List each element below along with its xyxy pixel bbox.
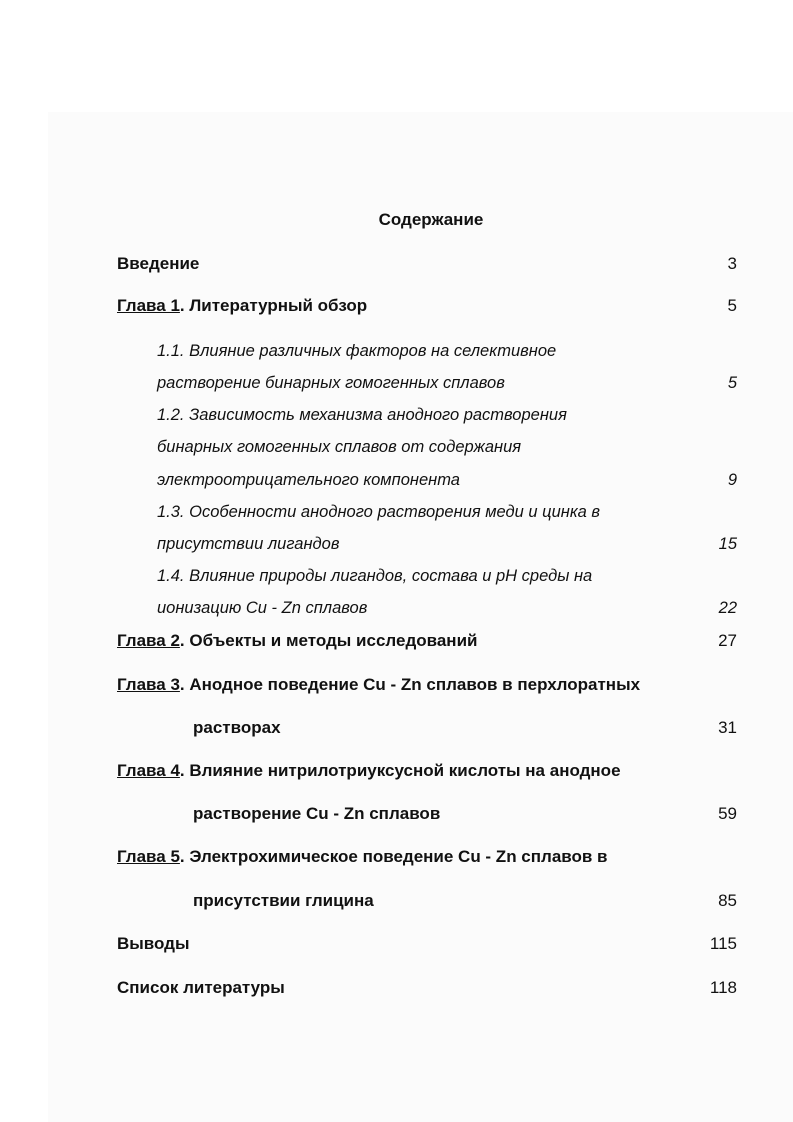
toc-entry-label: Введение [117, 254, 200, 273]
chapter-title-continuation: присутствии глицина [193, 891, 374, 910]
toc-entry-references [117, 978, 737, 998]
toc-page-number: 15 [718, 535, 737, 553]
toc-entry-label: Выводы [117, 934, 190, 953]
toc-section-1-1-line1: 1.1. Влияние различных факторов на селективное [157, 342, 557, 360]
toc-page-number: 22 [718, 599, 737, 617]
toc-page-number: 85 [718, 891, 737, 910]
toc-entry-label: Список литературы [117, 978, 285, 997]
toc-entry-chapter-3-cont [193, 718, 737, 738]
toc-entry-chapter-4-cont [193, 804, 737, 824]
chapter-title: . Литературный обзор [179, 296, 368, 315]
chapter-label: Глава 1 [117, 296, 180, 315]
section-text: присутствии лигандов [157, 535, 340, 553]
chapter-label: Глава 4 [117, 761, 180, 780]
toc-entry-chapter-5-cont [193, 891, 737, 911]
chapter-title: . Электрохимическое поведение Cu - Zn сплавов в [179, 847, 608, 866]
toc-entry-intro [117, 254, 737, 274]
toc-section-1-1-line2 [157, 373, 737, 393]
toc-section-1-4-line1: 1.4. Влияние природы лигандов, состава и pH среды на [157, 567, 593, 585]
toc-section-1-2-line2: бинарных гомогенных сплавов от содержания [157, 438, 522, 456]
section-text: электроотрицательного компонента [157, 471, 460, 489]
chapter-title: . Анодное поведение Cu - Zn сплавов в перхлоратных [179, 675, 641, 694]
section-text: ионизацию Cu - Zn сплавов [157, 599, 368, 617]
chapter-label: Глава 3 [117, 675, 180, 694]
chapter-title-continuation: растворение Cu - Zn сплавов [193, 804, 441, 823]
toc-page-number: 9 [727, 471, 737, 489]
toc-entry-chapter-2 [117, 631, 737, 651]
toc-entry-conclusions [117, 934, 737, 954]
toc-page-number: 115 [709, 934, 737, 953]
chapter-label: Глава 2 [117, 631, 180, 650]
toc-page-number: 118 [709, 978, 737, 997]
toc-title: Содержание [378, 210, 484, 229]
toc-section-1-3-line2 [157, 534, 737, 554]
chapter-title: . Влияние нитрилотриуксусной кислоты на анодное [179, 761, 621, 780]
toc-page-number: 3 [727, 254, 737, 273]
toc-page-number: 59 [718, 804, 737, 823]
chapter-title: . Объекты и методы исследований [179, 631, 478, 650]
section-text: растворение бинарных гомогенных сплавов [157, 374, 505, 392]
toc-section-1-2-line1: 1.2. Зависимость механизма анодного растворения [157, 406, 567, 424]
toc-entry-chapter-3 [117, 675, 737, 695]
toc-entry-chapter-1 [117, 296, 737, 316]
toc-entry-chapter-4 [117, 761, 737, 781]
toc-page-number: 27 [718, 631, 737, 650]
toc-section-1-3-line1: 1.3. Особенности анодного растворения меди и цинка в [157, 503, 601, 521]
toc-page-number: 5 [727, 296, 737, 315]
toc-page-number: 31 [718, 718, 737, 737]
toc-entry-chapter-5 [117, 847, 737, 867]
chapter-label: Глава 5 [117, 847, 180, 866]
toc-section-1-2-line3 [157, 470, 737, 490]
chapter-title-continuation: растворах [193, 718, 281, 737]
toc-page-number: 5 [727, 374, 737, 392]
toc-section-1-4-line2 [157, 598, 737, 618]
